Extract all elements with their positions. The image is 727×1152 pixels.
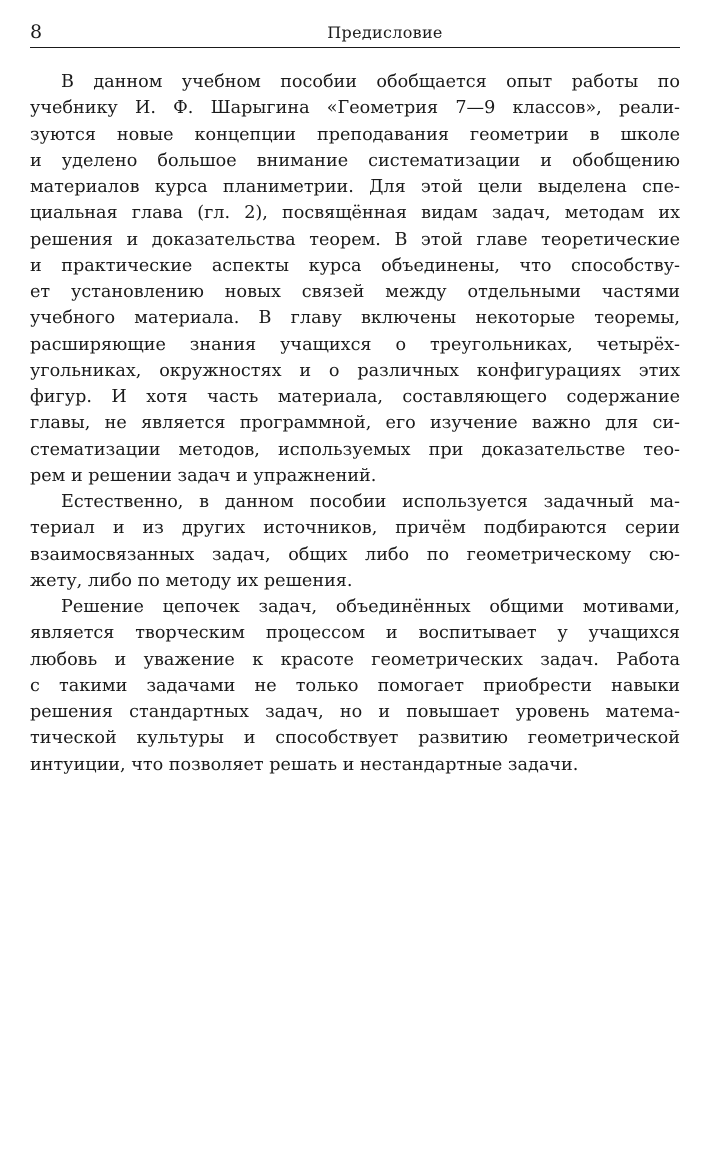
text-line: Решение цепочек задач, объединённых общими мотивами, xyxy=(61,597,680,617)
text-line: взаимосвязанных задач, общих либо по геометрическому сю- xyxy=(30,544,680,565)
text-line: угольниках, окружностях и о различных конфигурациях этих xyxy=(30,360,680,381)
book-page xyxy=(30,0,680,778)
text-line: В данном учебном пособии обобщается опыт работы по xyxy=(61,72,680,92)
text-line: стематизации методов, используемых при доказательстве тео- xyxy=(30,439,680,460)
text-line: материалов курса планиметрии. Для этой цели выделена спе- xyxy=(30,177,680,197)
paragraph-2 xyxy=(30,489,680,594)
text-line: интуиции, что позволяет решать и нестандартные задачи. xyxy=(30,754,579,775)
text-line: Естественно, в данном пособии используется задачный ма- xyxy=(61,492,680,512)
text-line: решения стандартных задач, но и повышает уровень матема- xyxy=(30,702,680,722)
text-line: учебнику И. Ф. Шарыгина «Геометрия 7—9 классов», реали- xyxy=(30,98,680,119)
text-line: любовь и уважение к красоте геометрических задач. Работа xyxy=(30,649,680,670)
text-line: жету, либо по методу их решения. xyxy=(30,570,353,591)
text-line: тической культуры и способствует развитию геометрической xyxy=(30,728,680,749)
text-line: главы, не является программной, его изучение важно для си- xyxy=(30,413,680,434)
running-header xyxy=(30,0,680,48)
text-line: учебного материала. В главу включены некоторые теоремы, xyxy=(30,308,680,329)
section-title: Предисловие xyxy=(327,23,443,42)
text-line: расширяющие знания учащихся о треугольниках, четырёх- xyxy=(30,334,680,355)
text-line: с такими задачами не только помогает приобрести навыки xyxy=(30,675,680,696)
paragraph-3 xyxy=(30,594,680,778)
text-line: фигур. И хотя часть материала, составляющего содержание xyxy=(30,387,680,407)
text-line: рем и решении задач и упражнений. xyxy=(30,465,377,486)
text-line: ет установлению новых связей между отдельными частями xyxy=(30,282,680,302)
text-line: циальная глава (гл. 2), посвящённая видам задач, методам их xyxy=(30,203,680,224)
text-line: является творческим процессом и воспитывает у учащихся xyxy=(30,623,680,644)
text-line: и уделено большое внимание систематизации и обобщению xyxy=(30,150,680,171)
text-line: териал и из других источников, причём подбираются серии xyxy=(30,518,680,539)
text-line: решения и доказательства теорем. В этой главе теоретические xyxy=(30,229,680,250)
page-number: 8 xyxy=(30,21,43,43)
text-line: и практические аспекты курса объединены, что способству- xyxy=(30,255,680,276)
body-text xyxy=(30,69,680,778)
text-line: зуются новые концепции преподавания геометрии в школе xyxy=(30,124,680,145)
paragraph-1 xyxy=(30,69,680,489)
